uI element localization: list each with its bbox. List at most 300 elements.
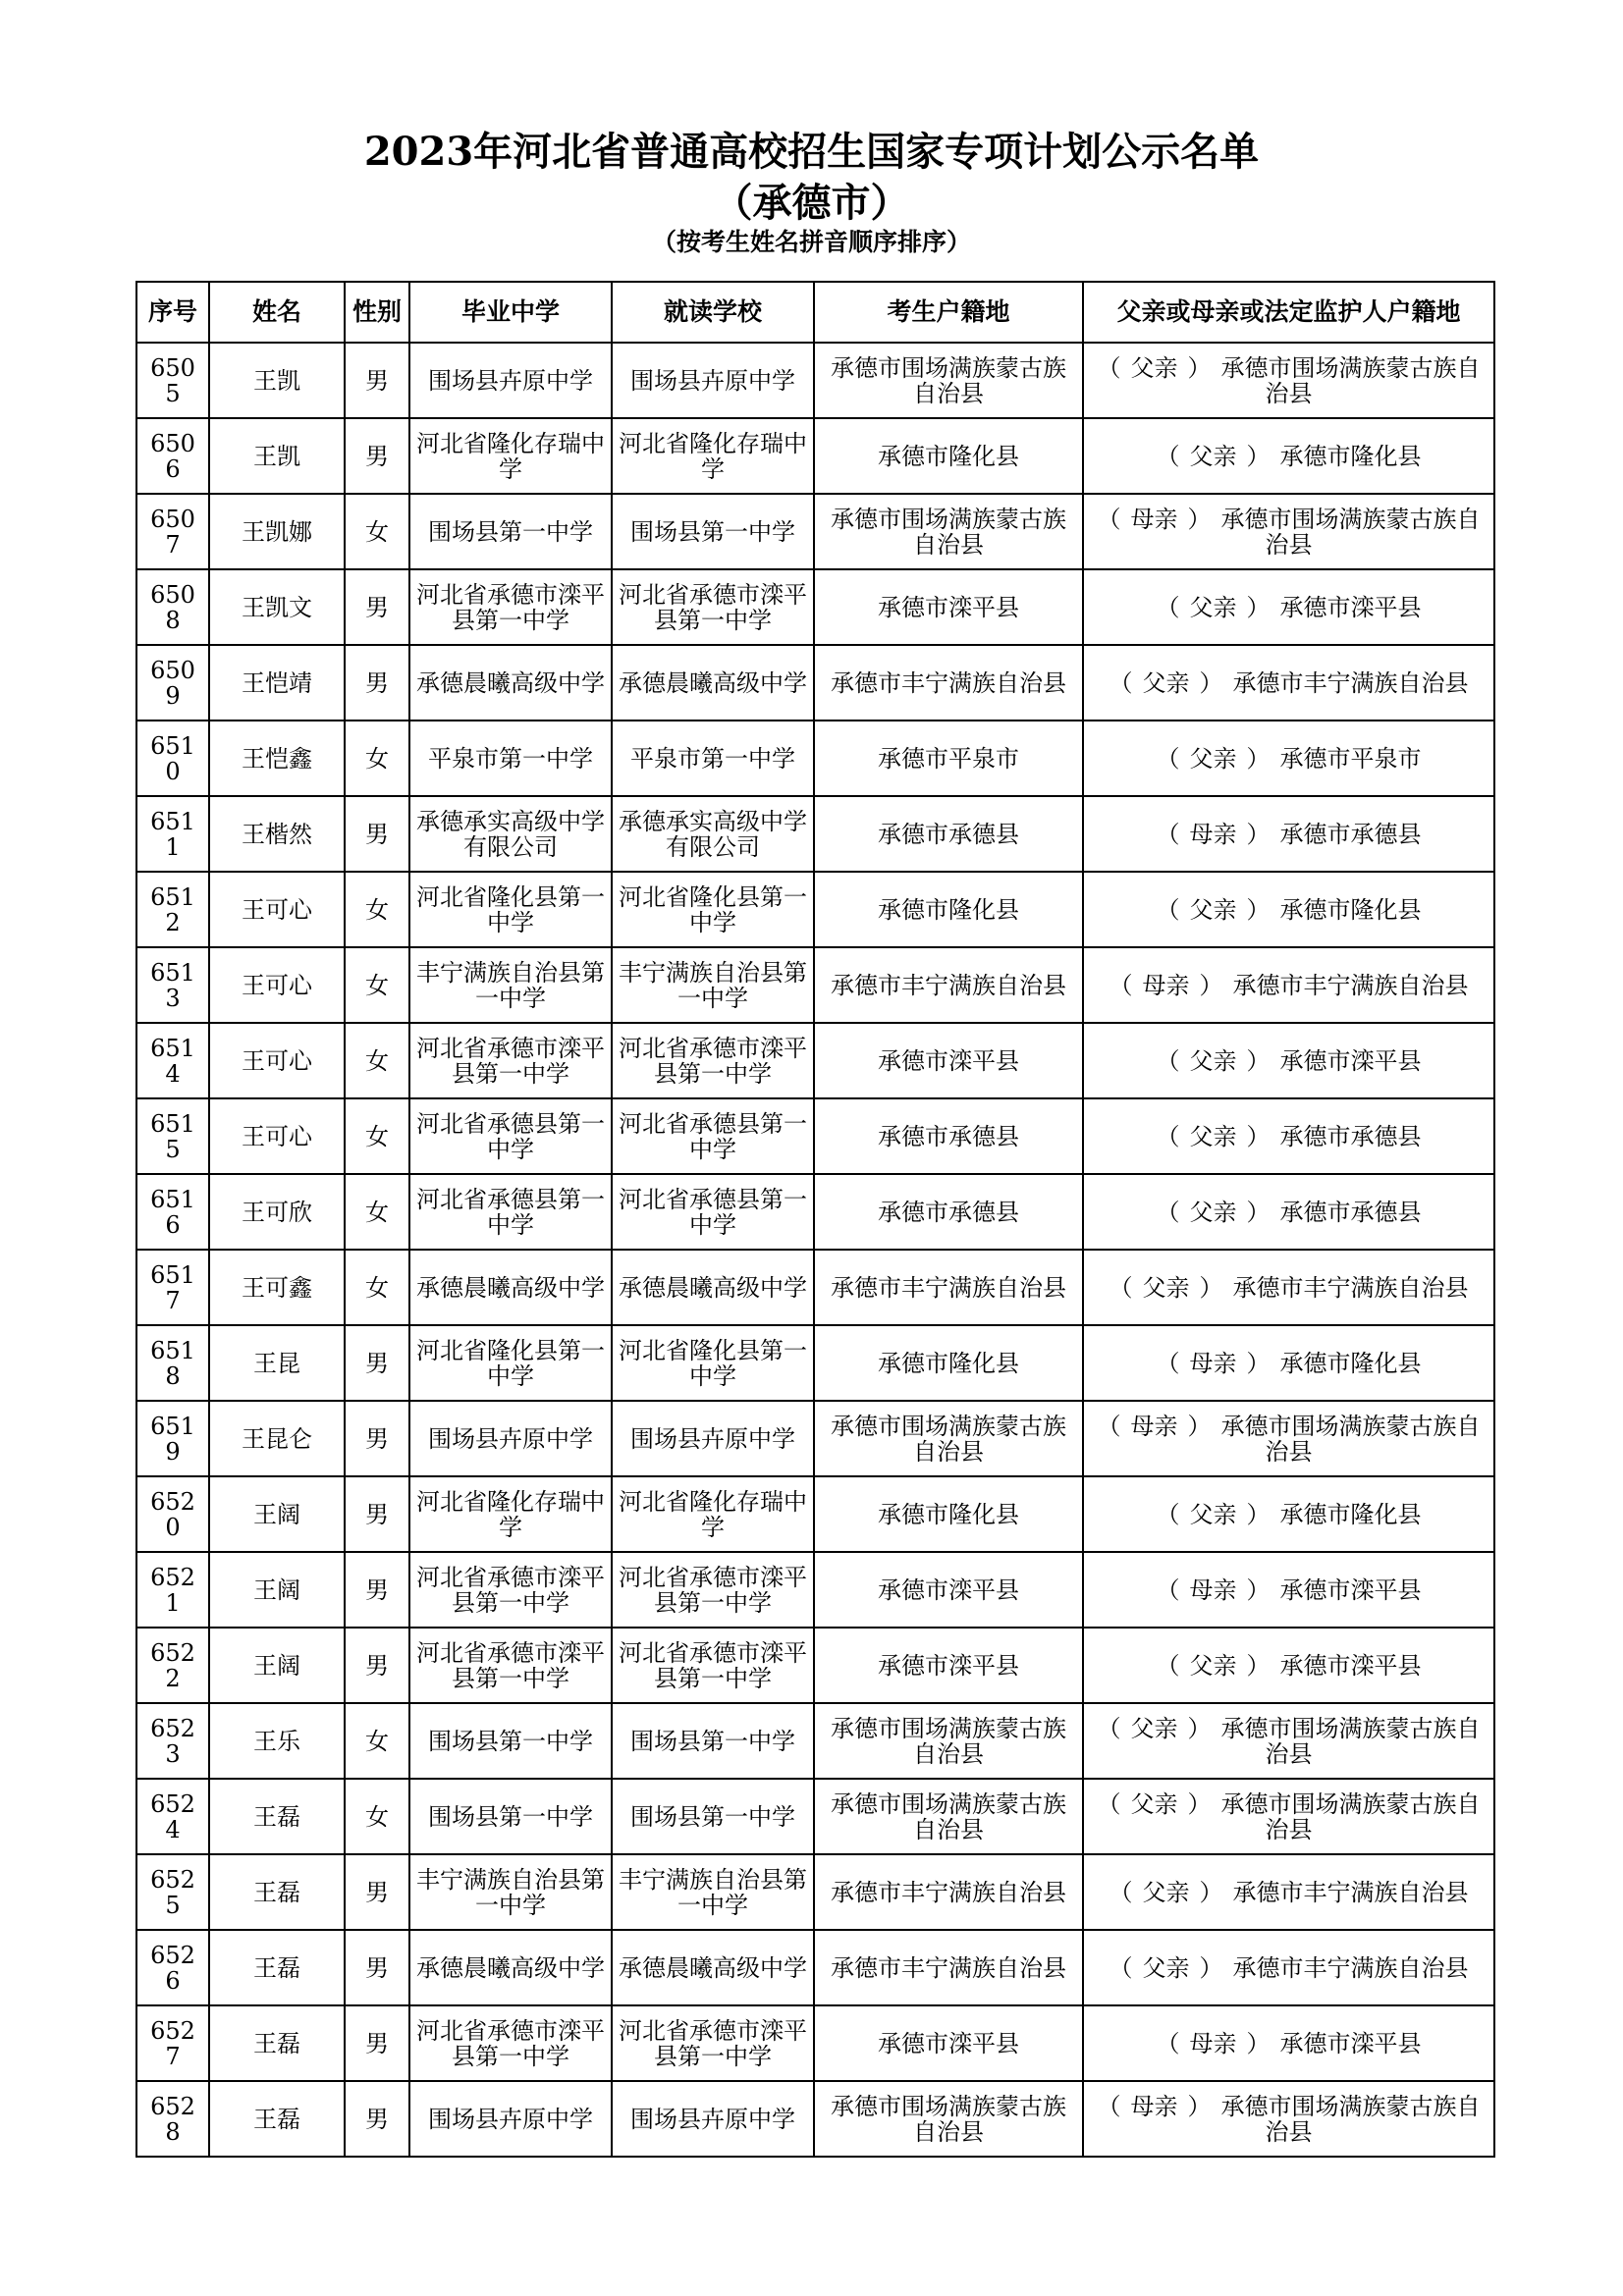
cell-study-school: 承德晨曦高级中学 [612,645,814,721]
cell-residence: 承德市围场满族蒙古族自治县 [814,1779,1083,1854]
cell-no: 6505 [136,343,209,418]
table-row [136,1854,1494,1930]
cell-residence: 承德市丰宁满族自治县 [814,1930,1083,2005]
guardian-relation: 父亲 [1142,1878,1190,1906]
paren-close: ） [1246,1651,1271,1680]
table-row [136,1325,1494,1401]
table-row [136,1628,1494,1703]
cell-grad-school: 平泉市第一中学 [409,721,612,796]
cell-grad-school: 河北省承德县第一中学 [409,1098,612,1174]
guardian-residence: 承德市围场满族蒙古族自治县 [1220,1714,1481,1768]
paren-close: ） [1246,1575,1271,1604]
cell-study-school: 围场县第一中学 [612,1703,814,1779]
cell-guardian [1083,1023,1494,1098]
cell-name: 王磊 [209,2081,345,2157]
paren-open: （ [1156,593,1180,621]
cell-guardian [1083,947,1494,1023]
guardian-relation: 母亲 [1189,1575,1237,1604]
paren-close: ） [1187,1789,1212,1818]
column-header-gender: 性别 [345,282,409,343]
cell-gender: 男 [345,1628,409,1703]
page-subtitle-city: （承德市） [713,180,910,226]
cell-study-school: 丰宁满族自治县第一中学 [612,947,814,1023]
cell-study-school: 承德晨曦高级中学 [612,1930,814,2005]
paren-open: （ [1156,744,1180,773]
cell-residence: 承德市滦平县 [814,1628,1083,1703]
cell-grad-school: 围场县卉原中学 [409,1401,612,1476]
cell-guardian [1083,1552,1494,1628]
paren-close: ） [1187,505,1212,533]
cell-residence: 承德市丰宁满族自治县 [814,1854,1083,1930]
cell-study-school: 河北省隆化存瑞中学 [612,418,814,494]
cell-gender: 女 [345,1250,409,1325]
guardian-residence: 承德市滦平县 [1279,1575,1422,1604]
paren-close: ） [1187,353,1212,382]
cell-residence: 承德市围场满族蒙古族自治县 [814,494,1083,569]
cell-grad-school: 河北省隆化存瑞中学 [409,418,612,494]
cell-residence: 承德市围场满族蒙古族自治县 [814,2081,1083,2157]
cell-study-school: 围场县第一中学 [612,494,814,569]
cell-name: 王恺靖 [209,645,345,721]
guardian-relation: 父亲 [1189,895,1237,924]
column-header-guardian-residence: 父亲或母亲或法定监护人户籍地 [1083,282,1494,343]
guardian-relation: 父亲 [1189,593,1237,621]
paren-open: （ [1156,895,1180,924]
guardian-residence: 承德市承德县 [1279,820,1422,848]
cell-guardian [1083,569,1494,645]
table-row [136,1250,1494,1325]
cell-guardian [1083,796,1494,872]
paren-open: （ [1156,820,1180,848]
cell-grad-school: 河北省承德市滦平县第一中学 [409,1628,612,1703]
guardian-relation: 母亲 [1130,505,1178,533]
guardian-relation: 父亲 [1142,1953,1190,1982]
cell-study-school: 河北省承德市滦平县第一中学 [612,569,814,645]
cell-residence: 承德市滦平县 [814,1023,1083,1098]
guardian-relation: 母亲 [1189,820,1237,848]
cell-residence: 承德市隆化县 [814,1476,1083,1552]
table-row [136,418,1494,494]
cell-grad-school: 河北省隆化存瑞中学 [409,1476,612,1552]
table-row [136,2081,1494,2157]
roster-body [136,343,1494,2157]
guardian-residence: 承德市丰宁满族自治县 [1232,1953,1469,1982]
cell-name: 王可鑫 [209,1250,345,1325]
paren-open: （ [1109,1878,1133,1906]
cell-guardian [1083,1325,1494,1401]
paren-close: ） [1246,744,1271,773]
guardian-relation: 父亲 [1189,1046,1237,1075]
guardian-relation: 父亲 [1189,1122,1237,1150]
cell-residence: 承德市围场满族蒙古族自治县 [814,1703,1083,1779]
guardian-residence: 承德市隆化县 [1279,895,1422,924]
guardian-relation: 父亲 [1189,744,1237,773]
cell-name: 王磊 [209,1779,345,1854]
cell-gender: 男 [345,1930,409,2005]
paren-open: （ [1156,1046,1180,1075]
cell-gender: 男 [345,1476,409,1552]
guardian-residence: 承德市丰宁满族自治县 [1232,1878,1469,1906]
cell-study-school: 围场县第一中学 [612,1779,814,1854]
cell-study-school: 平泉市第一中学 [612,721,814,796]
cell-grad-school: 围场县卉原中学 [409,2081,612,2157]
cell-no: 6517 [136,1250,209,1325]
cell-residence: 承德市丰宁满族自治县 [814,645,1083,721]
column-header-study-school: 就读学校 [612,282,814,343]
column-header-grad-school: 毕业中学 [409,282,612,343]
guardian-residence: 承德市滦平县 [1279,1651,1422,1680]
guardian-residence: 承德市隆化县 [1279,1349,1422,1377]
guardian-relation: 母亲 [1142,971,1190,999]
guardian-residence: 承德市围场满族蒙古族自治县 [1220,1789,1481,1843]
guardian-residence: 承德市丰宁满族自治县 [1232,668,1469,697]
paren-close: ） [1246,895,1271,924]
guardian-residence: 承德市围场满族蒙古族自治县 [1220,2092,1481,2146]
cell-no: 6522 [136,1628,209,1703]
cell-gender: 女 [345,494,409,569]
paren-close: ） [1187,1412,1212,1440]
paren-open: （ [1156,1575,1180,1604]
paren-open: （ [1097,1789,1121,1818]
cell-residence: 承德市承德县 [814,1098,1083,1174]
guardian-residence: 承德市丰宁满族自治县 [1232,1273,1469,1302]
cell-grad-school: 河北省承德市滦平县第一中学 [409,1552,612,1628]
cell-guardian [1083,1930,1494,2005]
cell-study-school: 承德晨曦高级中学 [612,1250,814,1325]
guardian-relation: 父亲 [1189,1500,1237,1528]
roster-table [135,281,1495,2158]
cell-grad-school: 承德晨曦高级中学 [409,645,612,721]
paren-open: （ [1097,1714,1121,1742]
cell-no: 6512 [136,872,209,947]
cell-guardian [1083,494,1494,569]
paren-close: ） [1246,2029,1271,2057]
cell-grad-school: 围场县第一中学 [409,494,612,569]
cell-no: 6514 [136,1023,209,1098]
cell-no: 6524 [136,1779,209,1854]
table-row [136,494,1494,569]
cell-study-school: 丰宁满族自治县第一中学 [612,1854,814,1930]
cell-gender: 男 [345,343,409,418]
cell-guardian [1083,1476,1494,1552]
cell-residence: 承德市平泉市 [814,721,1083,796]
cell-gender: 男 [345,1401,409,1476]
column-header-no: 序号 [136,282,209,343]
cell-no: 6510 [136,721,209,796]
guardian-relation: 父亲 [1142,1273,1190,1302]
guardian-relation: 父亲 [1189,1198,1237,1226]
cell-no: 6528 [136,2081,209,2157]
cell-residence: 承德市滦平县 [814,1552,1083,1628]
cell-study-school: 河北省承德县第一中学 [612,1174,814,1250]
cell-name: 王恺鑫 [209,721,345,796]
guardian-relation: 父亲 [1189,1651,1237,1680]
table-row [136,872,1494,947]
cell-grad-school: 河北省隆化县第一中学 [409,872,612,947]
table-row [136,947,1494,1023]
cell-guardian [1083,721,1494,796]
cell-grad-school: 围场县第一中学 [409,1779,612,1854]
cell-residence: 承德市滦平县 [814,2005,1083,2081]
paren-open: （ [1156,1122,1180,1150]
guardian-residence: 承德市隆化县 [1279,1500,1422,1528]
paren-close: ） [1246,820,1271,848]
table-row [136,1779,1494,1854]
cell-name: 王昆 [209,1325,345,1401]
cell-study-school: 承德承实高级中学有限公司 [612,796,814,872]
cell-grad-school: 河北省承德市滦平县第一中学 [409,2005,612,2081]
table-row [136,343,1494,418]
cell-no: 6507 [136,494,209,569]
guardian-residence: 承德市围场满族蒙古族自治县 [1220,505,1481,559]
cell-gender: 女 [345,1779,409,1854]
cell-guardian [1083,872,1494,947]
cell-residence: 承德市隆化县 [814,418,1083,494]
cell-gender: 男 [345,1552,409,1628]
table-header-row [136,282,1494,343]
cell-guardian [1083,1779,1494,1854]
cell-name: 王阔 [209,1552,345,1628]
table-row [136,1098,1494,1174]
cell-guardian [1083,1401,1494,1476]
cell-name: 王可心 [209,1023,345,1098]
cell-grad-school: 承德晨曦高级中学 [409,1930,612,2005]
guardian-relation: 母亲 [1130,1412,1178,1440]
cell-no: 6526 [136,1930,209,2005]
paren-open: （ [1156,442,1180,470]
cell-no: 6527 [136,2005,209,2081]
paren-close: ） [1246,1500,1271,1528]
cell-no: 6521 [136,1552,209,1628]
cell-no: 6509 [136,645,209,721]
guardian-relation: 母亲 [1189,1349,1237,1377]
cell-grad-school: 围场县卉原中学 [409,343,612,418]
table-row [136,1174,1494,1250]
table-row [136,1703,1494,1779]
table-row [136,645,1494,721]
cell-study-school: 河北省承德市滦平县第一中学 [612,1552,814,1628]
cell-name: 王可心 [209,1098,345,1174]
paren-open: （ [1156,1651,1180,1680]
cell-gender: 男 [345,569,409,645]
cell-grad-school: 承德承实高级中学有限公司 [409,796,612,872]
cell-gender: 男 [345,796,409,872]
cell-guardian [1083,1854,1494,1930]
cell-name: 王昆仑 [209,1401,345,1476]
guardian-relation: 母亲 [1130,2092,1178,2120]
cell-no: 6506 [136,418,209,494]
table-row [136,2005,1494,2081]
table-row [136,1930,1494,2005]
cell-residence: 承德市承德县 [814,796,1083,872]
cell-name: 王磊 [209,1854,345,1930]
cell-residence: 承德市承德县 [814,1174,1083,1250]
cell-gender: 女 [345,1703,409,1779]
cell-guardian [1083,1098,1494,1174]
cell-study-school: 河北省承德市滦平县第一中学 [612,2005,814,2081]
paren-open: （ [1109,971,1133,999]
paren-close: ） [1199,1878,1223,1906]
cell-gender: 男 [345,2005,409,2081]
cell-gender: 男 [345,418,409,494]
paren-open: （ [1109,668,1133,697]
guardian-residence: 承德市承德县 [1279,1198,1422,1226]
cell-name: 王凯 [209,343,345,418]
cell-study-school: 河北省承德市滦平县第一中学 [612,1023,814,1098]
guardian-residence: 承德市平泉市 [1279,744,1422,773]
column-header-residence: 考生户籍地 [814,282,1083,343]
paren-open: （ [1156,1500,1180,1528]
paren-close: ） [1246,1046,1271,1075]
cell-no: 6520 [136,1476,209,1552]
guardian-relation: 父亲 [1130,1789,1178,1818]
paren-open: （ [1156,2029,1180,2057]
cell-name: 王凯 [209,418,345,494]
cell-no: 6516 [136,1174,209,1250]
cell-name: 王乐 [209,1703,345,1779]
paren-open: （ [1109,1273,1133,1302]
paren-close: ） [1246,593,1271,621]
guardian-residence: 承德市隆化县 [1279,442,1422,470]
paren-close: ） [1199,1953,1223,1982]
paren-open: （ [1097,353,1121,382]
cell-gender: 男 [345,645,409,721]
cell-study-school: 围场县卉原中学 [612,1401,814,1476]
cell-gender: 女 [345,1023,409,1098]
cell-guardian [1083,343,1494,418]
cell-residence: 承德市滦平县 [814,569,1083,645]
cell-grad-school: 河北省承德县第一中学 [409,1174,612,1250]
paren-open: （ [1156,1349,1180,1377]
guardian-residence: 承德市围场满族蒙古族自治县 [1220,1412,1481,1466]
cell-name: 王可欣 [209,1174,345,1250]
cell-name: 王磊 [209,1930,345,2005]
paren-open: （ [1097,2092,1121,2120]
cell-grad-school: 河北省隆化县第一中学 [409,1325,612,1401]
paren-close: ） [1199,971,1223,999]
cell-residence: 承德市隆化县 [814,872,1083,947]
page-title: 2023年河北省普通高校招生国家专项计划公示名单 [363,129,1260,175]
cell-residence: 承德市丰宁满族自治县 [814,1250,1083,1325]
cell-residence: 承德市隆化县 [814,1325,1083,1401]
cell-study-school: 河北省隆化存瑞中学 [612,1476,814,1552]
table-row [136,721,1494,796]
cell-no: 6523 [136,1703,209,1779]
column-header-name: 姓名 [209,282,345,343]
paren-close: ） [1199,1273,1223,1302]
table-row [136,1476,1494,1552]
cell-grad-school: 河北省承德市滦平县第一中学 [409,1023,612,1098]
table-row [136,569,1494,645]
cell-no: 6515 [136,1098,209,1174]
sort-note: （按考生姓名拼音顺序排序） [651,228,971,256]
cell-grad-school: 河北省承德市滦平县第一中学 [409,569,612,645]
cell-name: 王可心 [209,872,345,947]
guardian-relation: 父亲 [1189,442,1237,470]
cell-guardian [1083,1250,1494,1325]
guardian-residence: 承德市围场满族蒙古族自治县 [1220,353,1481,407]
guardian-relation: 父亲 [1142,668,1190,697]
cell-guardian [1083,418,1494,494]
table-row [136,796,1494,872]
guardian-residence: 承德市滦平县 [1279,1046,1422,1075]
cell-no: 6508 [136,569,209,645]
cell-grad-school: 丰宁满族自治县第一中学 [409,1854,612,1930]
cell-study-school: 围场县卉原中学 [612,343,814,418]
cell-name: 王阔 [209,1628,345,1703]
cell-guardian [1083,1628,1494,1703]
cell-study-school: 河北省隆化县第一中学 [612,1325,814,1401]
paren-close: ） [1187,2092,1212,2120]
cell-name: 王可心 [209,947,345,1023]
cell-gender: 男 [345,1854,409,1930]
cell-name: 王阔 [209,1476,345,1552]
guardian-residence: 承德市丰宁满族自治县 [1232,971,1469,999]
cell-study-school: 围场县卉原中学 [612,2081,814,2157]
paren-open: （ [1109,1953,1133,1982]
guardian-residence: 承德市滦平县 [1279,593,1422,621]
paren-close: ） [1187,1714,1212,1742]
paren-open: （ [1097,1412,1121,1440]
cell-gender: 女 [345,1098,409,1174]
guardian-relation: 父亲 [1130,353,1178,382]
paren-open: （ [1156,1198,1180,1226]
paren-close: ） [1246,442,1271,470]
cell-residence: 承德市围场满族蒙古族自治县 [814,343,1083,418]
paren-close: ） [1246,1349,1271,1377]
cell-guardian [1083,2081,1494,2157]
cell-grad-school: 承德晨曦高级中学 [409,1250,612,1325]
guardian-relation: 父亲 [1130,1714,1178,1742]
guardian-relation: 母亲 [1189,2029,1237,2057]
cell-guardian [1083,1174,1494,1250]
table-row [136,1401,1494,1476]
cell-residence: 承德市丰宁满族自治县 [814,947,1083,1023]
cell-gender: 男 [345,1325,409,1401]
cell-study-school: 河北省承德市滦平县第一中学 [612,1628,814,1703]
cell-study-school: 河北省隆化县第一中学 [612,872,814,947]
cell-gender: 女 [345,1174,409,1250]
cell-guardian [1083,645,1494,721]
cell-gender: 女 [345,721,409,796]
cell-residence: 承德市围场满族蒙古族自治县 [814,1401,1083,1476]
cell-name: 王凯文 [209,569,345,645]
table-row [136,1023,1494,1098]
cell-guardian [1083,1703,1494,1779]
table-row [136,1552,1494,1628]
cell-guardian [1083,2005,1494,2081]
cell-gender: 女 [345,872,409,947]
cell-gender: 男 [345,2081,409,2157]
cell-no: 6519 [136,1401,209,1476]
cell-no: 6511 [136,796,209,872]
paren-close: ） [1246,1198,1271,1226]
cell-no: 6525 [136,1854,209,1930]
paren-close: ） [1199,668,1223,697]
guardian-residence: 承德市滦平县 [1279,2029,1422,2057]
cell-name: 王磊 [209,2005,345,2081]
cell-name: 王凯娜 [209,494,345,569]
cell-no: 6518 [136,1325,209,1401]
cell-grad-school: 围场县第一中学 [409,1703,612,1779]
cell-study-school: 河北省承德县第一中学 [612,1098,814,1174]
cell-name: 王楷然 [209,796,345,872]
cell-no: 6513 [136,947,209,1023]
guardian-residence: 承德市承德县 [1279,1122,1422,1150]
paren-close: ） [1246,1122,1271,1150]
cell-gender: 女 [345,947,409,1023]
paren-open: （ [1097,505,1121,533]
